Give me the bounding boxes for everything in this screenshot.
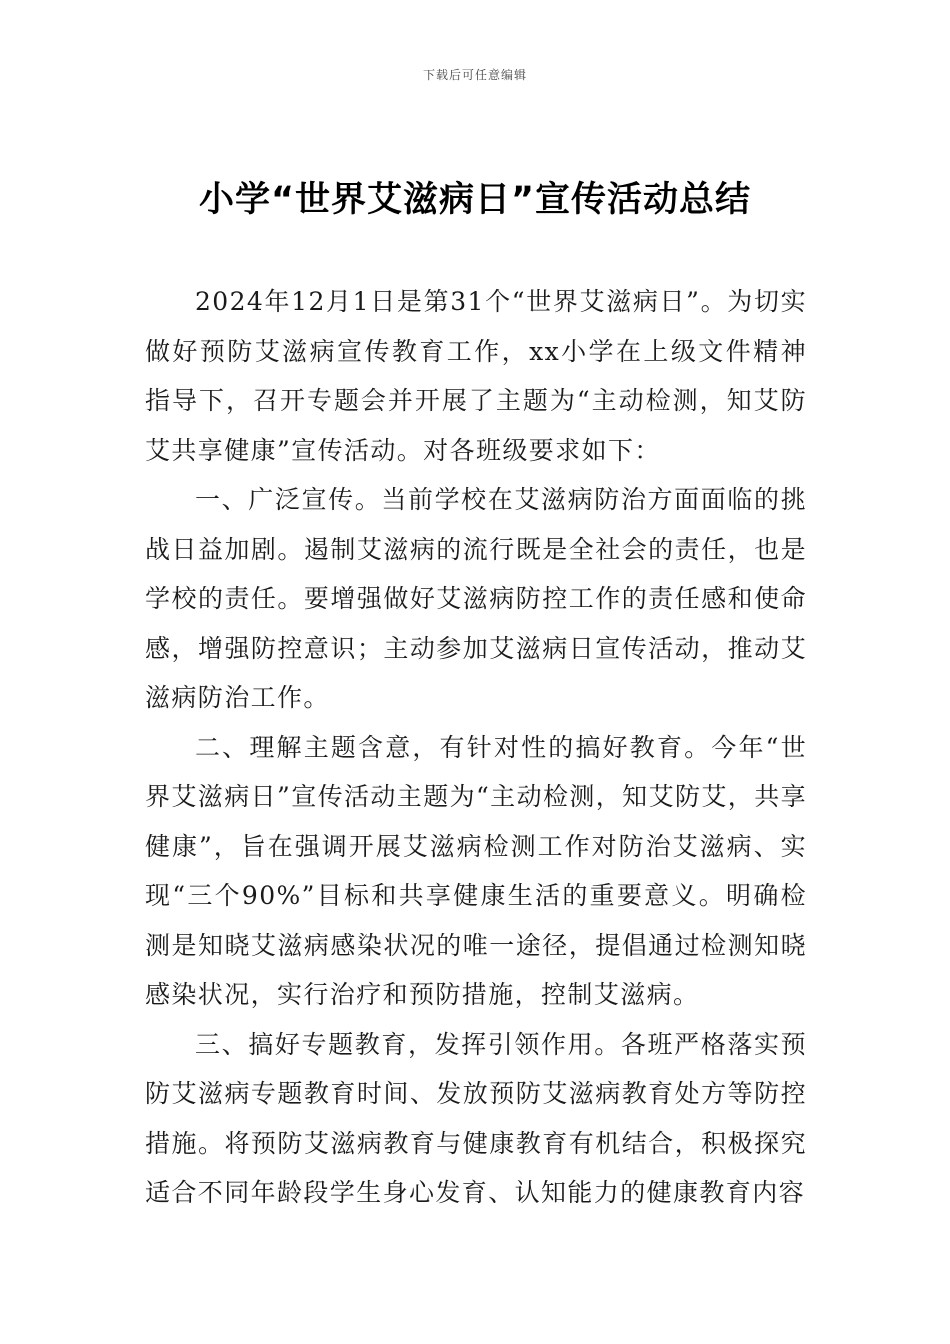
paragraph-intro: 2024年12月1日是第31个“世界艾滋病日”。为切实做好预防艾滋病宣传教育工作，xx小学在上级文件精神指导下，召开专题会并开展了主题为“主动检测，知艾防艾共享健康”宣传活动。对各班级要求如下：: [145, 287, 807, 465]
document-title: 小学“世界艾滋病日”宣传活动总结: [198, 180, 751, 220]
paragraph-section-2: 二、理解主题含意，有针对性的搞好教育。今年“世界艾滋病日”宣传活动主题为“主动检测，知艾防艾，共享健康”，旨在强调开展艾滋病检测工作对防治艾滋病、实现“三个90%”目标和共享健康生活的重要意义。明确检测是知晓艾滋病感染状况的唯一途径，提倡通过检测知晓感染状况，实行治疗和预防措施，控制艾滋病。: [145, 732, 807, 1009]
paragraph-section-3: 三、搞好专题教育，发挥引领作用。各班严格落实预防艾滋病专题教育时间、发放预防艾滋病教育处方等防控措施。将预防艾滋病教育与健康教育有机结合，积极探究适合不同年龄段学生身心发育、认知能力的健康教育内容: [145, 1029, 807, 1207]
header-note: 下载后可任意编辑: [422, 68, 527, 82]
paragraph-section-1: 一、广泛宣传。当前学校在艾滋病防治方面面临的挑战日益加剧。遏制艾滋病的流行既是全社会的责任，也是学校的责任。要增强做好艾滋病防控工作的责任感和使命感，增强防控意识；主动参加艾滋病日宣传活动，推动艾滋病防治工作。: [145, 485, 807, 712]
document-body: [145, 277, 807, 1218]
